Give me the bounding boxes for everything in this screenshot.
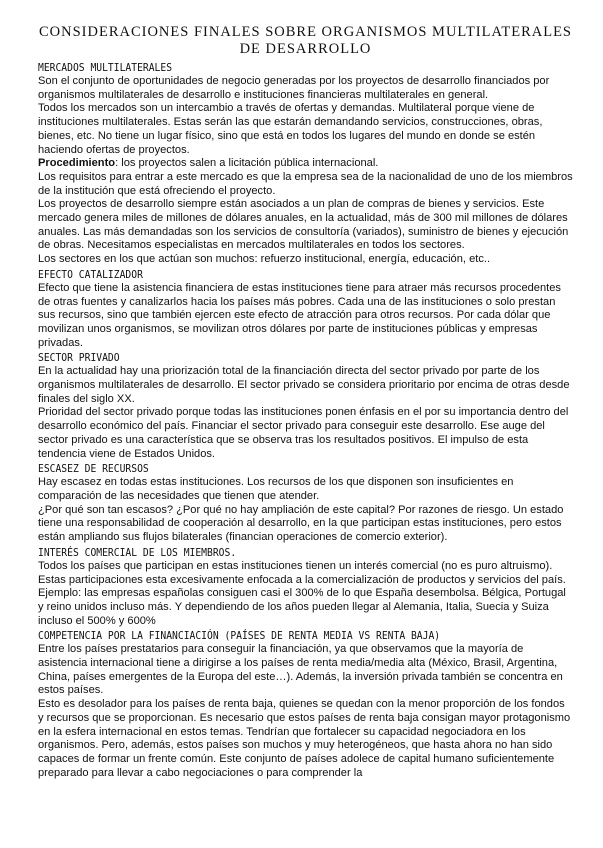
section-competencia-financiacion (38, 629, 573, 780)
paragraph: ¿Por qué son tan escasos? ¿Por qué no hay ampliación de este capital? Por razones de riesgo. Un estado tiene una responsabilidad de cooperación al desarrollo, en la que participan estas instituciones, pero estos están ampliando sus flujos bilaterales (financian operaciones de comercio exterior). (38, 503, 564, 544)
paragraph: Hay escasez en todas estas instituciones. Los recursos de los que disponen son insuficientes en comparación de las necesidades que tienen que atender. (38, 476, 514, 502)
section-heading: MERCADOS MULTILATERALES (38, 61, 173, 74)
paragraph: Los sectores en los que actúan son muchos: refuerzo institucional, energía, educación, etc.. (38, 253, 491, 266)
paragraph: En la actualidad hay una priorización total de la financiación directa del sector privado por parte de los organismos multilaterales de desarrollo. El sector privado se considera prioritario por encima de otras desde finales del siglo XX. (38, 365, 570, 405)
section-sector-privado (38, 351, 573, 461)
section-efecto-catalizador (38, 268, 573, 351)
section-heading: INTERÉS COMERCIAL DE LOS MIEMBROS. (38, 545, 237, 559)
procedimiento-paragraph (38, 157, 573, 171)
paragraph: Todos los países que participan en estas instituciones tienen un interés comercial (no es puro altruismo). Estas participaciones esta excesivamente enfocada a la comercialización de productos y servicios del país. Ejemplo: las empresas españolas consiguen casi el 300% de lo que España desembolsa. Bélgica, Portugal y reino unidos incluso más. Y dependiendo de los años pueden llegar al Alemania, Italia, Suecia y Suiza incluso el 500% y 600% (38, 559, 566, 627)
section-heading: ESCASEZ DE RECURSOS (38, 462, 149, 476)
section-interes-comercial (38, 546, 573, 629)
paragraph: Todos los mercados son un intercambio a través de ofertas y demandas. Multilateral porque viene de instituciones multilaterales. Estas serán las que estarán demandando servicios, construcciones, obras, bienes, etc. No tiene un lugar físico, sino que está en todos los lugares del mundo en donde se estén haciendo ofertas de proyectos. (38, 102, 543, 156)
section-escasez-de-recursos (38, 462, 573, 545)
page-title: CONSIDERACIONES FINALES SOBRE ORGANISMOS MULTILATERALES DE DESARROLLO (38, 24, 572, 57)
paragraph: Efecto que tiene la asistencia financiera de estas instituciones tiene para atraer más recursos procedentes de otras fuentes y canalizarlos hacia los países más pobres. Cada una de las instituciones o solo prestan sus recursos, sino que también ejercen este efecto de atracción para otros recursos. Por cada dólar que movilizan unos organismos, se movilizan otros dólares por parte de instituciones públicas y empresas privadas. (38, 281, 561, 349)
paragraph: Prioridad del sector privado porque todas las instituciones ponen énfasis en el por su importancia dentro del desarrollo económico del país. Financiar el sector privado para conseguir este desarrollo. Ese auge del sector privado es una característica que se observa tras los resultados positivos. El impulso de esta tendencia viene de Estados Unidos. (38, 406, 569, 460)
section-heading: SECTOR PRIVADO (38, 351, 120, 365)
paragraph: Esto es desolador para los países de renta baja, quienes se quedan con la menor proporción de los fondos y recursos que se proporcionan. Es necesario que estos países de renta baja consigan mayor protagonismo en la esfera internacional en estos temas. Tendrían que fortalecer su capacidad negociadora en los organismos. Pero, además, estos países son muchos y muy heterogéneos, que hasta ahora no han sido capaces de formar un frente común. Este conjunto de países adolece de capital humano suficientemente preparado para llevar a cabo negociaciones o para comprender la (38, 698, 571, 779)
paragraph: Son el conjunto de oportunidades de negocio generadas por los proyectos de desarrollo financiados por organismos multilaterales de desarrollo e instituciones financieras multilaterales en general. (38, 75, 550, 101)
paragraph: Entre los países prestatarios para conseguir la financiación, ya que observamos que la mayoría de asistencia internacional tiene a dirigirse a los países de renta media/media alta (México, Brasil, Argentina, China, países emergentes de la Europa del este…). Además, la inversión privada también se concentra en estos países. (38, 643, 563, 697)
section-mercados-multilaterales (38, 61, 573, 267)
paragraph: Los proyectos de desarrollo siempre están asociados a un plan de compras de bienes y servicios. Este mercado genera miles de millones de dólares anuales, en la actualidad, más de 300 mil millones de dólares anuales. Las más demandadas son los servicios de consultoría (variados), suministro de bienes y ejecución de obras. Necesitamos especialistas en mercados multilaterales en todos los sectores. (38, 198, 569, 252)
section-heading: EFECTO CATALIZADOR (38, 267, 143, 281)
procedimiento-label: Procedimiento (38, 157, 116, 170)
procedimiento-text: : los proyectos salen a licitación pública internacional. (115, 157, 379, 170)
paragraph: Los requisitos para entrar a este mercado es que la empresa sea de la nacionalidad de uno de los miembros de la institución que está ofreciendo el proyecto. (38, 170, 573, 197)
section-heading: COMPETENCIA POR LA FINANCIACIÓN (PAÍSES DE RENTA MEDIA VS RENTA BAJA) (38, 629, 441, 643)
